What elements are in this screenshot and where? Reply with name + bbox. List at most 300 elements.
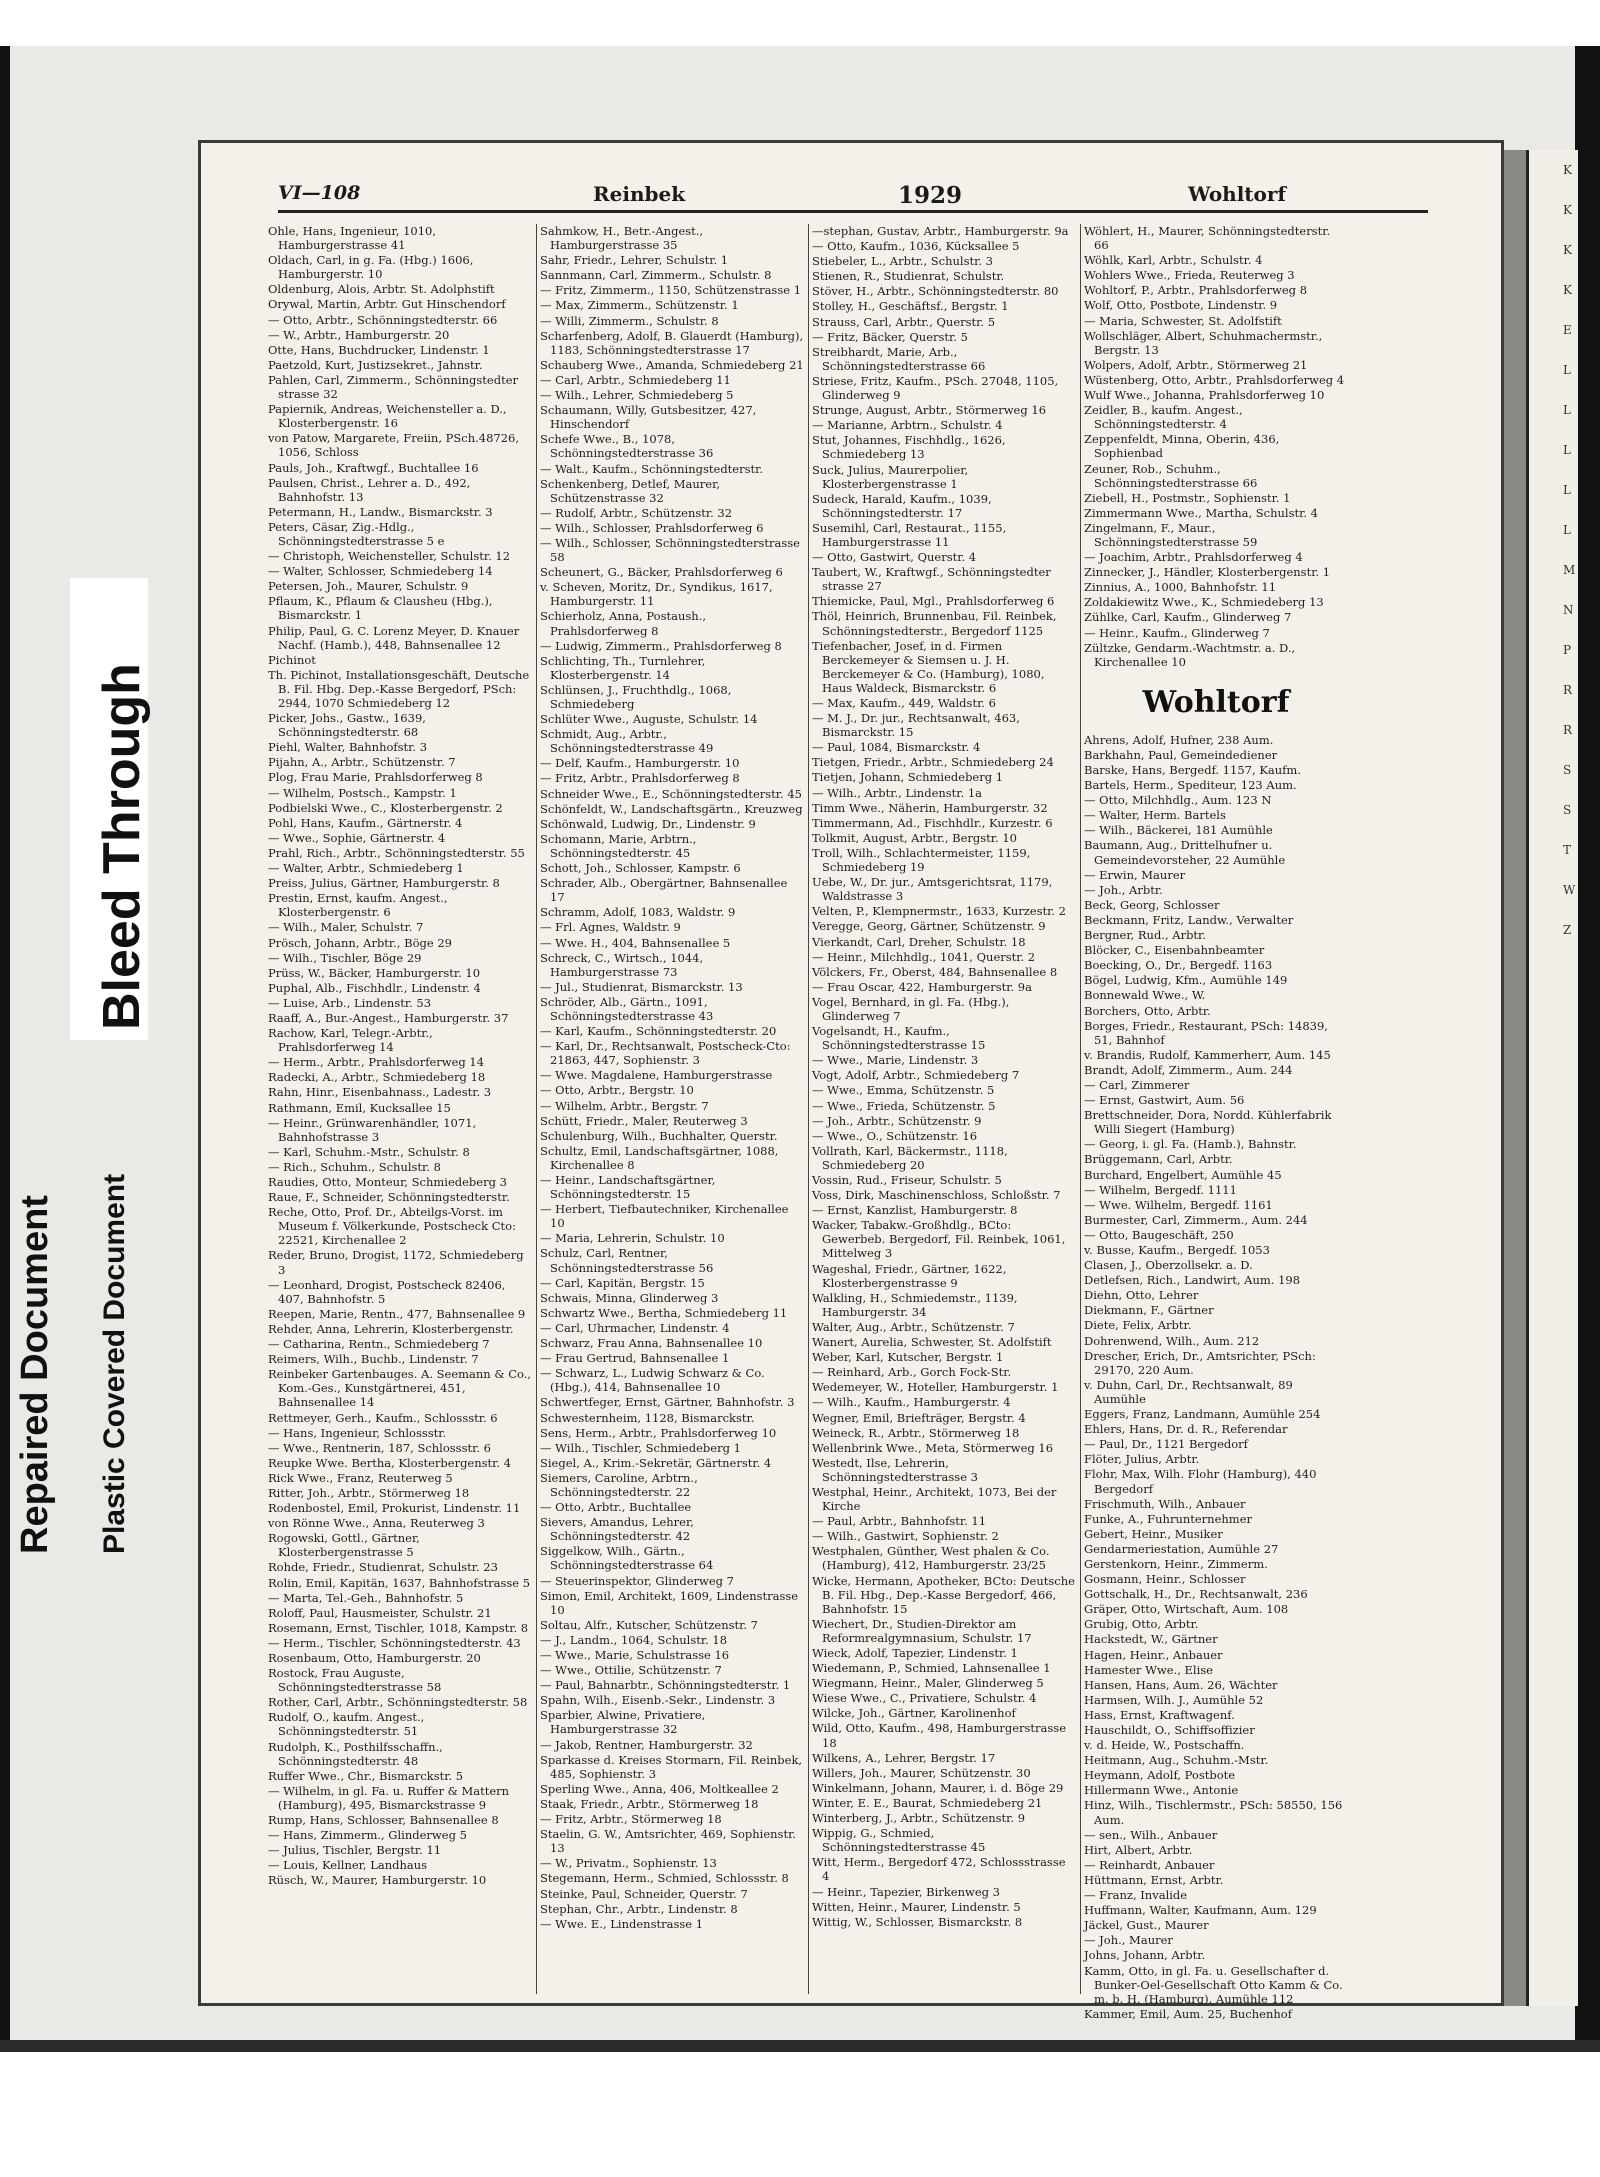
section-heading-wohltorf: Wohltorf xyxy=(1142,684,1290,720)
directory-entry: — Wilh., Schlosser, Schönningstedterstrasse 58 xyxy=(540,535,800,565)
facing-page-letter: L xyxy=(1563,363,1571,377)
facing-page-letter: L xyxy=(1563,523,1571,537)
directory-entry: Wiegmann, Heinr., Maler, Glinderweg 5 xyxy=(812,1676,1044,1691)
directory-entry: Kamm, Otto, in gl. Fa. u. Gesellschafter d. Bunker-Oel-Gesellschaft Otto Kamm & Co. m. b. H. (Hamburg), Aumühle 112 xyxy=(1084,1963,1343,2006)
directory-entry: — Carl, Arbtr., Schmiedeberg 11 xyxy=(540,372,731,387)
directory-entry: — sen., Wilh., Anbauer xyxy=(1084,1827,1218,1842)
directory-entry: — Willi, Zimmerm., Schulstr. 8 xyxy=(540,313,719,328)
directory-entry: — Frl. Agnes, Waldstr. 9 xyxy=(540,920,681,935)
facing-page-letter: N xyxy=(1563,603,1574,617)
directory-entry: v. Duhn, Carl, Dr., Rechtsanwalt, 89 Aumühle xyxy=(1084,1377,1293,1406)
directory-entry: Tietjen, Johann, Schmiedeberg 1 xyxy=(812,770,1004,785)
column-rule xyxy=(536,224,537,1994)
directory-entry: Schwesternheim, 1128, Bismarckstr. xyxy=(540,1410,755,1425)
directory-entry: — Christoph, Weichensteller, Schulstr. 12 xyxy=(268,549,511,564)
directory-entry: Wedemeyer, W., Hoteller, Hamburgerstr. 1 xyxy=(812,1380,1059,1395)
directory-entry: — Carl, Zimmerer xyxy=(1084,1077,1190,1092)
directory-entry: Winkelmann, Johann, Maurer, i. d. Böge 29 xyxy=(812,1780,1064,1795)
directory-entry: Timmermann, Ad., Fischhdlr., Kurzestr. 6 xyxy=(812,815,1053,830)
directory-entry: Heitmann, Aug., Schuhm.-Mstr. xyxy=(1084,1753,1269,1768)
directory-entry: Gräper, Otto, Wirtschaft, Aum. 108 xyxy=(1084,1602,1289,1617)
directory-entry: Wanert, Aurelia, Schwester, St. Adolfstift xyxy=(812,1335,1052,1350)
directory-entry: Taubert, W., Kraftwgf., Schönningstedter strasse 27 xyxy=(812,565,1051,594)
directory-entry: Rosenbaum, Otto, Hamburgerstr. 20 xyxy=(268,1651,481,1665)
directory-entry: Burmester, Carl, Zimmerm., Aum. 244 xyxy=(1084,1212,1308,1227)
directory-entry: Schlünsen, J., Fruchthdlg., 1068, Schmiedeberg xyxy=(540,682,732,711)
directory-entry: Sperling Wwe., Anna, 406, Moltkeallee 2 xyxy=(540,1781,779,1796)
directory-entry: Eggers, Franz, Landmann, Aumühle 254 xyxy=(1084,1407,1321,1422)
directory-entry: Rathmann, Emil, Kucksallee 15 xyxy=(268,1100,451,1115)
directory-entry: Flohr, Max, Wilh. Flohr (Hamburg), 440 Bergedorf xyxy=(1084,1467,1317,1496)
facing-page-letter: Z xyxy=(1563,923,1572,937)
directory-entry: Boecking, O., Dr., Bergedf. 1163 xyxy=(1084,958,1273,973)
directory-entry: Streibhardt, Marie, Arb., Schönningstedterstrasse 66 xyxy=(812,344,986,373)
directory-entry: Johns, Johann, Arbtr. xyxy=(1084,1948,1206,1963)
directory-entry: Westphalen, Günther, West phalen & Co. (Hamburg), 412, Hamburgerstr. 23/25 xyxy=(812,1544,1050,1573)
directory-entry: — M. J., Dr. jur., Rechtsanwalt, 463, Bismarckstr. 15 xyxy=(812,711,1020,740)
directory-entry: Winterberg, J., Arbtr., Schützenstr. 9 xyxy=(812,1811,1026,1826)
directory-entry: — Wwe., Ottilie, Schützenstr. 7 xyxy=(540,1663,722,1678)
directory-entry: Papiernik, Andreas, Weichensteller a. D., Klosterbergenstr. 16 xyxy=(268,402,507,431)
directory-entry: — Heinr., Milchhdlg., 1041, Querstr. 2 xyxy=(812,949,1036,964)
directory-page xyxy=(198,140,1504,2021)
directory-entry: Rudolph, K., Posthilfsschaffn., Schönningstedterstr. 48 xyxy=(268,1739,443,1768)
directory-entry: Barkhahn, Paul, Gemeindediener xyxy=(1084,747,1278,762)
directory-entry: — Marta, Tel.-Geh., Bahnhofstr. 5 xyxy=(268,1590,464,1605)
directory-entry: — Hans, Ingenieur, Schlossstr. xyxy=(268,1425,447,1440)
directory-entry: Prüss, W., Bäcker, Hamburgerstr. 10 xyxy=(268,965,481,980)
directory-entry: — Wilh., Bäckerei, 181 Aumühle xyxy=(1084,823,1273,838)
directory-entry: — Maria, Schwester, St. Adolfstift xyxy=(1084,313,1282,328)
directory-entry: — Walter, Herm. Bartels xyxy=(1084,808,1226,823)
column-rule xyxy=(1080,224,1081,1994)
scan-edge-bottom xyxy=(0,2040,1600,2052)
directory-entry: Wageshal, Friedr., Gärtner, 1622, Klosterbergenstrasse 9 xyxy=(812,1261,1007,1290)
directory-entry: — Fritz, Zimmerm., 1150, Schützenstrasse 1 xyxy=(540,283,802,298)
directory-entry: Philip, Paul, G. C. Lorenz Meyer, D. Knauer Nachf. (Hamb.), 448, Bahnsenallee 12 xyxy=(268,623,520,652)
directory-entry: — Marianne, Arbtrn., Schulstr. 4 xyxy=(812,418,1003,433)
directory-entry: — Wilh., Lehrer, Schmiedeberg 5 xyxy=(540,388,734,403)
directory-entry: Kammer, Emil, Aum. 25, Buchenhof xyxy=(1084,2006,1292,2021)
directory-entry: Westphal, Heinr., Architekt, 1073, Bei der Kirche xyxy=(812,1484,1057,1514)
directory-entry: Wohlers Wwe., Frieda, Reuterweg 3 xyxy=(1084,268,1295,283)
directory-entry: Westedt, Ilse, Lehrerin, Schönningstedterstrasse 3 xyxy=(812,1455,978,1484)
directory-entry: — Wilhelm, Bergedf. 1111 xyxy=(1084,1182,1237,1197)
directory-entry: Petersen, Joh., Maurer, Schulstr. 9 xyxy=(268,579,469,594)
directory-entry: Wulf Wwe., Johanna, Prahlsdorferweg 10 xyxy=(1084,388,1325,403)
directory-entry: Siggelkow, Wilh., Gärtn., Schönningstedterstrasse 64 xyxy=(540,1544,714,1573)
directory-entry: Wollschläger, Albert, Schuhmachermstr., Bergstr. 13 xyxy=(1084,328,1323,357)
directory-entry: Reder, Bruno, Drogist, 1172, Schmiedeberg 3 xyxy=(268,1248,524,1277)
directory-entry: — Karl, Kaufm., Schönningstedterstr. 20 xyxy=(540,1024,777,1039)
directory-entry: Ziebell, H., Postmstr., Sophienstr. 1 xyxy=(1084,490,1291,505)
directory-entry: Stiebeler, L., Arbtr., Schulstr. 3 xyxy=(812,254,993,269)
page-number: VI—108 xyxy=(278,182,361,204)
directory-entry: — Catharina, Rentn., Schmiedeberg 7 xyxy=(268,1337,490,1352)
directory-entry: Schefe Wwe., B., 1078, Schönningstedterstrasse 36 xyxy=(540,432,714,461)
directory-entry: Stolley, H., Geschäftsf., Bergstr. 1 xyxy=(812,299,1009,314)
directory-entry: Schütt, Friedr., Maler, Reuterweg 3 xyxy=(540,1113,748,1128)
directory-entry: — W., Arbtr., Hamburgerstr. 20 xyxy=(268,327,450,342)
directory-entry: Zimmermann Wwe., Martha, Schulstr. 4 xyxy=(1084,505,1318,520)
directory-entry: Pohl, Hans, Kaufm., Gärtnerstr. 4 xyxy=(268,815,463,830)
directory-entry: Wohltorf, P., Arbtr., Prahlsdorferweg 8 xyxy=(1084,283,1308,298)
directory-entry: Rogowski, Gottl., Gärtner, Klosterbergenstrasse 5 xyxy=(268,1531,420,1560)
directory-entry: Rahn, Hinr., Eisenbahnass., Ladestr. 3 xyxy=(268,1085,492,1100)
directory-entry: Gendarmeriestation, Aumühle 27 xyxy=(1084,1541,1279,1556)
directory-entry: Thöl, Heinrich, Brunnenbau, Fil. Reinbek, Schönningstedterstr., Bergedorf 1125 xyxy=(812,609,1057,638)
directory-entry: — Fritz, Arbtr., Prahlsdorferweg 8 xyxy=(540,771,740,786)
directory-entry: Prösch, Johann, Arbtr., Böge 29 xyxy=(268,935,452,950)
directory-entry: Schauberg Wwe., Amanda, Schmiedeberg 21 xyxy=(540,357,804,372)
directory-entry: — Paul, Dr., 1121 Bergedorf xyxy=(1084,1437,1248,1452)
directory-entry: Spahn, Wilh., Eisenb.-Sekr., Lindenstr. 3 xyxy=(540,1693,776,1708)
directory-entry: Wiese Wwe., C., Privatiere, Schulstr. 4 xyxy=(812,1691,1037,1706)
directory-entry: — Paul, 1084, Bismarckstr. 4 xyxy=(812,740,981,755)
directory-entry: Brettschneider, Dora, Nordd. Kühlerfabrik Willi Siegert (Hamburg) xyxy=(1084,1108,1332,1137)
directory-entry: Striese, Fritz, Kaufm., PSch. 27048, 1105, Glinderweg 9 xyxy=(812,373,1059,403)
directory-entry: — Steuerinspektor, Glinderweg 7 xyxy=(540,1573,734,1588)
directory-entry: Reimers, Wilh., Buchb., Lindenstr. 7 xyxy=(268,1352,479,1367)
directory-entry: Schenkenberg, Detlef, Maurer, Schützenstrasse 32 xyxy=(540,476,720,505)
directory-entry: Rodenbostel, Emil, Prokurist, Lindenstr. 11 xyxy=(268,1501,521,1516)
directory-entry: Huffmann, Walter, Kaufmann, Aum. 129 xyxy=(1084,1903,1317,1918)
directory-entry: — Joh., Arbtr., Schützenstr. 9 xyxy=(812,1113,982,1128)
directory-entry: — Reinhard, Arb., Gorch Fock-Str. xyxy=(812,1365,1012,1380)
directory-entry: Schomann, Marie, Arbtrn., Schönningstedterstr. 45 xyxy=(540,831,697,860)
directory-entry: — Wwe., Sophie, Gärtnerstr. 4 xyxy=(268,830,446,845)
directory-entry: — Karl, Dr., Rechtsanwalt, Postscheck-Cto: 21863, 447, Sophienstr. 3 xyxy=(540,1039,791,1068)
facing-page-letter: K xyxy=(1563,283,1572,297)
directory-entry: Wilcke, Joh., Gärtner, Karolinenhof xyxy=(812,1706,1016,1721)
column-rule xyxy=(808,224,809,1994)
directory-entry: Gerstenkorn, Heinr., Zimmerm. xyxy=(1084,1556,1268,1571)
directory-entry: — Julius, Tischler, Bergstr. 11 xyxy=(268,1843,442,1858)
directory-entry: Tietgen, Friedr., Arbtr., Schmiedeberg 24 xyxy=(812,755,1054,770)
facing-page-letter: L xyxy=(1563,483,1571,497)
directory-entry: Völckers, Fr., Oberst, 484, Bahnsenallee 8 xyxy=(812,964,1058,979)
directory-entry: Siemers, Caroline, Arbtrn., Schönningstedterstr. 22 xyxy=(540,1470,698,1499)
directory-entry: Rudolf, O., kaufm. Angest., Schönningstedterstr. 51 xyxy=(268,1710,425,1739)
reinbek-entries-end xyxy=(1084,224,1348,669)
directory-entry: Ehlers, Hans, Dr. d. R., Referendar xyxy=(1084,1422,1288,1437)
directory-entry: Wellenbrink Wwe., Meta, Störmerweg 16 xyxy=(812,1440,1054,1455)
directory-entry: Baumann, Aug., Drittelhufner u. Gemeindevorsteher, 22 Aumühle xyxy=(1084,838,1286,867)
directory-entry: Wöhlert, H., Maurer, Schönningstedterstr. 66 xyxy=(1084,224,1331,253)
directory-entry: Vogt, Adolf, Arbtr., Schmiedeberg 7 xyxy=(812,1068,1020,1083)
directory-entry: Rostock, Frau Auguste, Schönningstedterstrasse 58 xyxy=(268,1666,442,1695)
directory-entry: Peters, Cäsar, Zig.-Hdlg., Schönningstedterstrasse 5 e xyxy=(268,519,445,548)
directory-entry: Schwais, Minna, Glinderweg 3 xyxy=(540,1290,719,1305)
directory-entry: — Wilh., Arbtr., Lindenstr. 1a xyxy=(812,785,983,800)
wohltorf-entries xyxy=(1084,733,1348,2021)
directory-entry: Gottschalk, H., Dr., Rechtsanwalt, 236 xyxy=(1084,1587,1308,1602)
directory-entry: Vollrath, Karl, Bäckermstr., 1118, Schmiedeberg 20 xyxy=(812,1143,1008,1172)
directory-entry: — Joh., Maurer xyxy=(1084,1933,1173,1948)
directory-entry: — Heinr., Kaufm., Glinderweg 7 xyxy=(1084,625,1270,640)
directory-entry: — Delf, Kaufm., Hamburgerstr. 10 xyxy=(540,756,740,771)
directory-entry: Raudies, Otto, Monteur, Schmiedeberg 3 xyxy=(268,1175,507,1189)
directory-entry: Vogel, Bernhard, in gl. Fa. (Hbg.), Glinderweg 7 xyxy=(812,994,1010,1023)
directory-entry: — Otto, Baugeschäft, 250 xyxy=(1084,1227,1234,1242)
directory-entry: Diekmann, F., Gärtner xyxy=(1084,1303,1214,1318)
directory-entry: — Rudolf, Arbtr., Schützenstr. 32 xyxy=(540,505,733,520)
directory-entry: Hass, Ernst, Kraftwagenf. xyxy=(1084,1707,1235,1722)
page-gutter xyxy=(1504,150,1526,2006)
directory-entry: Piehl, Walter, Bahnhofstr. 3 xyxy=(268,740,428,755)
column-2 xyxy=(540,224,804,1994)
facing-page-fragment xyxy=(1526,150,1578,2006)
directory-entry: — Luise, Arb., Lindenstr. 53 xyxy=(268,995,432,1010)
header-town-wohltorf: Wohltorf xyxy=(1188,182,1287,206)
directory-entry: Schierholz, Anna, Postaush., Prahlsdorferweg 8 xyxy=(540,609,706,638)
directory-entry: Strunge, August, Arbtr., Störmerweg 16 xyxy=(812,403,1047,418)
directory-entry: — Wilhelm, Postsch., Kampstr. 1 xyxy=(268,785,457,800)
directory-entry: Siegel, A., Krim.-Sekretär, Gärtnerstr. 4 xyxy=(540,1455,772,1470)
directory-entry: Reepen, Marie, Rentn., 477, Bahnsenallee 9 xyxy=(268,1306,526,1321)
directory-entry: Hackstedt, W., Gärtner xyxy=(1084,1632,1218,1647)
directory-entry: Podbielski Wwe., C., Klosterbergenstr. 2 xyxy=(268,800,503,815)
directory-entry: Sannmann, Carl, Zimmerm., Schulstr. 8 xyxy=(540,268,772,283)
directory-entry: Paetzold, Kurt, Justizsekret., Jahnstr. xyxy=(268,357,483,372)
directory-entry: Brandt, Adolf, Zimmerm., Aum. 244 xyxy=(1084,1062,1293,1077)
directory-entry: — Leonhard, Drogist, Postscheck 82406, 407, Bahnhofstr. 5 xyxy=(268,1277,506,1306)
directory-entry: — J., Landm., 1064, Schulstr. 18 xyxy=(540,1632,728,1647)
directory-entry: Troll, Wilh., Schlachtermeister, 1159, Schmiedeberg 19 xyxy=(812,845,1031,875)
directory-entry: — Wwe. H., 404, Bahnsenallee 5 xyxy=(540,935,731,950)
directory-entry: Zinnecker, J., Händler, Klosterbergenstr. 1 xyxy=(1084,565,1331,580)
directory-entry: — Otto, Arbtr., Buchtallee xyxy=(540,1500,692,1515)
directory-entry: Hagen, Heinr., Anbauer xyxy=(1084,1647,1223,1662)
directory-entry: Simon, Emil, Architekt, 1609, Lindenstrasse 10 xyxy=(540,1588,799,1617)
directory-entry: Zeidler, B., kaufm. Angest., Schönningstedterstr. 4 xyxy=(1084,403,1243,432)
column-4 xyxy=(1084,224,1348,2021)
directory-entry: — Jakob, Rentner, Hamburgerstr. 32 xyxy=(540,1737,753,1752)
facing-page-letter: R xyxy=(1563,723,1573,737)
directory-entry: — Otto, Gastwirt, Querstr. 4 xyxy=(812,550,977,565)
directory-entry: Wacker, Tabakw.-Großhdlg., BCto: Gewerbeb. Bergedorf, Fil. Reinbek, 1061, Mittelweg 3 xyxy=(812,1218,1066,1261)
directory-entry: Sievers, Amandus, Lehrer, Schönningstedterstr. 42 xyxy=(540,1515,694,1544)
directory-entry: — Heinr., Grünwarenhändler, 1071, Bahnhofstrasse 3 xyxy=(268,1115,477,1144)
directory-entry: Barske, Hans, Bergedf. 1157, Kaufm. xyxy=(1084,763,1301,777)
directory-entry: Winter, E. E., Baurat, Schmiedeberg 21 xyxy=(812,1795,1043,1810)
directory-entry: Schulenburg, Wilh., Buchhalter, Querstr. xyxy=(540,1128,778,1143)
header-town-reinbek: Reinbek xyxy=(593,182,686,206)
directory-entry: Orywal, Martin, Arbtr. Gut Hinschendorf xyxy=(268,297,506,312)
directory-entry: v. Brandis, Rudolf, Kammerherr, Aum. 145 xyxy=(1084,1047,1331,1062)
directory-entry: Staelin, G. W., Amtsrichter, 469, Sophienstr. 13 xyxy=(540,1827,796,1856)
facing-page-letter: M xyxy=(1563,563,1576,577)
directory-entry: Reinbeker Gartenbauges. A. Seemann & Co., Kom.-Ges., Kunstgärtnerei, 451, Bahnsenallee 14 xyxy=(268,1367,532,1410)
directory-entry: — Paul, Arbtr., Bahnhofstr. 11 xyxy=(812,1514,987,1529)
directory-entry: Rosemann, Ernst, Tischler, 1018, Kampstr. 8 xyxy=(268,1620,529,1635)
directory-entry: — Max, Zimmerm., Schützenstr. 1 xyxy=(540,298,739,313)
directory-entry: Schröder, Alb., Gärtn., 1091, Schönningstedterstrasse 43 xyxy=(540,994,714,1023)
directory-entry: — Otto, Arbtr., Schönningstedterstr. 66 xyxy=(268,312,498,327)
directory-entry: — Franz, Invalide xyxy=(1084,1888,1188,1903)
directory-entry: — Herbert, Tiefbautechniker, Kirchenallee 10 xyxy=(540,1202,789,1231)
directory-entry: Wiechert, Dr., Studien-Direktor am Reformrealgymnasium, Schulstr. 17 xyxy=(812,1616,1032,1645)
directory-entry: Ruffer Wwe., Chr., Bismarckstr. 5 xyxy=(268,1768,464,1783)
scan-edge-right xyxy=(1575,46,1600,2046)
directory-entry: Soltau, Alfr., Kutscher, Schützenstr. 7 xyxy=(540,1617,758,1632)
directory-entry: — Ludwig, Zimmerm., Prahlsdorferweg 8 xyxy=(540,638,782,653)
directory-entry: Rohde, Friedr., Studienrat, Schulstr. 23 xyxy=(268,1560,498,1575)
directory-entry: Zoldakiewitz Wwe., K., Schmiedeberg 13 xyxy=(1084,595,1324,610)
directory-entry: Jäckel, Gust., Maurer xyxy=(1084,1918,1209,1933)
directory-entry: — Joachim, Arbtr., Prahlsdorferweg 4 xyxy=(1084,550,1303,565)
directory-entry: Hansen, Hans, Aum. 26, Wächter xyxy=(1084,1677,1278,1692)
directory-entry: Brüggemann, Carl, Arbtr. xyxy=(1084,1152,1233,1167)
directory-entry: — Paul, Bahnarbtr., Schönningstedterstr. 1 xyxy=(540,1678,791,1693)
directory-entry: — Wilh., Schlosser, Prahlsdorferweg 6 xyxy=(540,520,764,535)
directory-entry: Schrader, Alb., Obergärtner, Bahnsenallee 17 xyxy=(540,876,788,905)
directory-entry: Dohrenwend, Wilh., Aum. 212 xyxy=(1084,1333,1260,1348)
directory-entry: Oldenburg, Alois, Arbtr. St. Adolphstift xyxy=(268,282,495,297)
facing-page-letter: K xyxy=(1563,163,1572,177)
directory-entry: Funke, A., Fuhrunternehmer xyxy=(1084,1511,1253,1526)
directory-entry: — Wwe. Magdalene, Hamburgerstrasse xyxy=(540,1068,773,1083)
directory-entry: Bonnewald Wwe., W. xyxy=(1084,988,1206,1003)
directory-entry: — Wilh., Maler, Schulstr. 7 xyxy=(268,920,424,935)
directory-entry: Sparbier, Alwine, Privatiere, Hamburgerstrasse 32 xyxy=(540,1708,706,1737)
directory-entry: — Wwe. Wilhelm, Bergedf. 1161 xyxy=(1084,1197,1273,1212)
column-3 xyxy=(812,224,1076,1994)
directory-entry: Beck, Georg, Schlosser xyxy=(1084,897,1220,912)
directory-entry: Tiefenbacher, Josef, in d. Firmen Berckemeyer & Siemsen u. J. H. Berckemeyer & Co. (Hamburg), 1080, Haus Waldeck, Bismarckstr. 6 xyxy=(812,638,1045,695)
directory-entry: Bögel, Ludwig, Kfm., Aumühle 149 xyxy=(1084,973,1288,988)
directory-entry: Paulsen, Christ., Lehrer a. D., 492, Bahnhofstr. 13 xyxy=(268,475,471,504)
directory-entry: Gosmann, Heinr., Schlosser xyxy=(1084,1572,1246,1587)
directory-entry: Reupke Wwe. Bertha, Klosterbergenstr. 4 xyxy=(268,1455,512,1470)
directory-entry: Borges, Friedr., Restaurant, PSch: 14839, 51, Bahnhof xyxy=(1084,1018,1328,1047)
directory-entry: Zingelmann, F., Maur., Schönningstedterstrasse 59 xyxy=(1084,520,1258,549)
directory-entry: Strauss, Carl, Arbtr., Querstr. 5 xyxy=(812,314,996,329)
directory-entry: Diehn, Otto, Lehrer xyxy=(1084,1288,1199,1303)
directory-entry: Frischmuth, Wilh., Anbauer xyxy=(1084,1496,1246,1511)
directory-entry: — Herm., Tischler, Schönningstedterstr. 43 xyxy=(268,1635,521,1650)
directory-entry: Plog, Frau Marie, Prahlsdorferweg 8 xyxy=(268,770,483,785)
directory-entry: Schlichting, Th., Turnlehrer, Klosterbergenstr. 14 xyxy=(540,653,706,682)
directory-entry: — Wilh., Gastwirt, Sophienstr. 2 xyxy=(812,1529,999,1544)
directory-entry: Harmsen, Wilh. J., Aumühle 52 xyxy=(1084,1692,1264,1707)
directory-entry: Rüsch, W., Maurer, Hamburgerstr. 10 xyxy=(268,1873,487,1888)
directory-entry: Vogelsandt, H., Kaufm., Schönningstedterstrasse 15 xyxy=(812,1024,986,1053)
directory-entry: Susemihl, Carl, Restaurat., 1155, Hamburgerstrasse 11 xyxy=(812,520,1007,549)
directory-entry: Hinz, Wilh., Tischlermstr., PSch: 58550, 156 Aum. xyxy=(1084,1798,1343,1827)
directory-entry: Schmidt, Aug., Arbtr., Schönningstedterstrasse 49 xyxy=(540,727,714,756)
directory-entry: — Frau Gertrud, Bahnsenallee 1 xyxy=(540,1351,730,1366)
directory-entry: Stöver, H., Arbtr., Schönningstedterstr. 80 xyxy=(812,284,1059,299)
directory-entry: — Wilh., Tischler, Böge 29 xyxy=(268,950,422,965)
directory-entry: — Ernst, Kanzlist, Hamburgerstr. 8 xyxy=(812,1203,1018,1218)
directory-entry: Wiedemann, P., Schmied, Lahnsenallee 1 xyxy=(812,1661,1051,1676)
directory-entry: Rump, Hans, Schlosser, Bahnsenallee 8 xyxy=(268,1813,499,1828)
directory-entry: — Wwe., Emma, Schützenstr. 5 xyxy=(812,1083,995,1098)
directory-entry: — Reinhardt, Anbauer xyxy=(1084,1857,1215,1872)
directory-entry: Pahlen, Carl, Zimmerm., Schönningstedter strasse 32 xyxy=(268,372,519,402)
directory-entry: — Otto, Milchhdlg., Aum. 123 N xyxy=(1084,793,1272,808)
facing-page-letter: W xyxy=(1563,883,1576,897)
directory-entry: Schramm, Adolf, 1083, Waldstr. 9 xyxy=(540,905,736,920)
directory-entry: Hüttmann, Ernst, Arbtr. xyxy=(1084,1872,1224,1887)
directory-entry: Schwarz, Frau Anna, Bahnsenallee 10 xyxy=(540,1336,763,1351)
directory-entry: — Otto, Kaufm., 1036, Kücksallee 5 xyxy=(812,239,1020,254)
directory-entry: Voss, Dirk, Maschinenschloss, Schloßstr. 7 xyxy=(812,1188,1061,1203)
directory-entry: Otte, Hans, Buchdrucker, Lindenstr. 1 xyxy=(268,342,490,357)
directory-entry: Rettmeyer, Gerh., Kaufm., Schlossstr. 6 xyxy=(268,1410,498,1425)
directory-entry: — Joh., Arbtr. xyxy=(1084,882,1163,897)
directory-entry: v. Scheven, Moritz, Dr., Syndikus, 1617, Hamburgerstr. 11 xyxy=(540,580,773,609)
directory-entry: Zühlke, Carl, Kaufm., Glinderweg 7 xyxy=(1084,610,1292,625)
facing-page-letters xyxy=(1529,150,1578,950)
directory-entry: Borchers, Otto, Arbtr. xyxy=(1084,1003,1211,1018)
directory-entry: Preiss, Julius, Gärtner, Hamburgerstr. 8 xyxy=(268,876,500,891)
directory-entry: Sparkasse d. Kreises Stormarn, Fil. Reinbek, 485, Sophienstr. 3 xyxy=(540,1752,803,1781)
directory-entry: Bergner, Rud., Arbtr. xyxy=(1084,928,1206,943)
directory-entry: Grubig, Otto, Arbtr. xyxy=(1084,1617,1199,1632)
directory-entry: Wegner, Emil, Briefträger, Bergstr. 4 xyxy=(812,1410,1026,1425)
directory-entry: Vierkandt, Carl, Dreher, Schulstr. 18 xyxy=(812,934,1026,949)
directory-entry: — Louis, Kellner, Landhaus xyxy=(268,1858,428,1873)
directory-entry: Gebert, Heinr., Musiker xyxy=(1084,1526,1223,1541)
directory-entry: Diete, Felix, Arbtr. xyxy=(1084,1318,1192,1333)
directory-entry: Scharfenberg, Adolf, B. Glauerdt (Hamburg), 1183, Schönningstedterstrasse 17 xyxy=(540,328,804,357)
directory-entry: Drescher, Erich, Dr., Amtsrichter, PSch: 29170, 220 Aum. xyxy=(1084,1348,1316,1377)
directory-entry: Weineck, R., Arbtr., Störmerweg 18 xyxy=(812,1425,1020,1440)
directory-entry: — Wwe., Marie, Schulstrasse 16 xyxy=(540,1648,730,1662)
directory-entry: — Walter, Arbtr., Schmiedeberg 1 xyxy=(268,861,464,876)
directory-entry: Vossin, Rud., Friseur, Schulstr. 5 xyxy=(812,1173,1002,1187)
directory-entry: Wilkens, A., Lehrer, Bergstr. 17 xyxy=(812,1750,996,1765)
directory-entry: Zinnius, A., 1000, Bahnhofstr. 11 xyxy=(1084,580,1277,595)
directory-entry: Bartels, Herm., Spediteur, 123 Aum. xyxy=(1084,778,1297,793)
directory-entry: Sahr, Friedr., Lehrer, Schulstr. 1 xyxy=(540,253,729,268)
directory-entry: Raaff, A., Bur.-Angest., Hamburgerstr. 37 xyxy=(268,1010,509,1025)
directory-entry: Wieck, Adolf, Tapezier, Lindenstr. 1 xyxy=(812,1646,1018,1660)
directory-entry: Veregge, Georg, Gärtner, Schützenstr. 9 xyxy=(812,919,1046,934)
directory-entry: — Walter, Schlosser, Schmiedeberg 14 xyxy=(268,564,493,579)
directory-entry: Weber, Karl, Kutscher, Bergstr. 1 xyxy=(812,1350,1004,1365)
directory-entry: Hirt, Albert, Arbtr. xyxy=(1084,1842,1193,1857)
directory-entry: — Max, Kaufm., 449, Waldstr. 6 xyxy=(812,696,996,710)
directory-entry: Raue, F., Schneider, Schönningstedterstr. xyxy=(268,1190,510,1205)
directory-entry: — Jul., Studienrat, Bismarckstr. 13 xyxy=(540,979,743,994)
directory-entry: Rother, Carl, Arbtr., Schönningstedterstr. 58 xyxy=(268,1695,528,1710)
facing-page-letter: E xyxy=(1563,323,1572,337)
directory-entry: — Fritz, Bäcker, Querstr. 5 xyxy=(812,329,968,344)
directory-entry: Puphal, Alb., Fischhdlr., Lindenstr. 4 xyxy=(268,980,481,995)
directory-entry: Witt, Herm., Bergedorf 472, Schlossstrasse 4 xyxy=(812,1855,1066,1884)
directory-entry: — Georg, i. gl. Fa. (Hamb.), Bahnstr. xyxy=(1084,1137,1297,1152)
directory-entry: Stephan, Chr., Arbtr., Lindenstr. 8 xyxy=(540,1901,738,1916)
directory-entry: Schwertfeger, Ernst, Gärtner, Bahnhofstr. 3 xyxy=(540,1395,795,1410)
directory-entry: Schaumann, Willy, Gutsbesitzer, 427, Hinschendorf xyxy=(540,403,757,432)
directory-entry: — Carl, Uhrmacher, Lindenstr. 4 xyxy=(540,1320,730,1335)
directory-entry: Staak, Friedr., Arbtr., Störmerweg 18 xyxy=(540,1796,759,1811)
facing-page-letter: L xyxy=(1563,403,1571,417)
directory-entry: Detlefsen, Rich., Landwirt, Aum. 198 xyxy=(1084,1273,1301,1288)
directory-entry: Pijahn, A., Arbtr., Schützenstr. 7 xyxy=(268,755,456,770)
directory-entry: von Rönne Wwe., Anna, Reuterweg 3 xyxy=(268,1516,485,1531)
directory-entry: Schulz, Carl, Rentner, Schönningstedterstrasse 56 xyxy=(540,1246,714,1275)
directory-entry: — Rich., Schuhm., Schulstr. 8 xyxy=(268,1159,441,1174)
directory-entry: — Wwe., Frieda, Schützenstr. 5 xyxy=(812,1098,996,1113)
directory-entry: — Wwe., Rentnerin, 187, Schlossstr. 6 xyxy=(268,1440,491,1455)
directory-entry: Walkling, H., Schmiedemstr., 1139, Hamburgerstr. 34 xyxy=(812,1290,1018,1319)
facing-page-letter: K xyxy=(1563,203,1572,217)
directory-entry: Willers, Joh., Maurer, Schützenstr. 30 xyxy=(812,1765,1031,1780)
